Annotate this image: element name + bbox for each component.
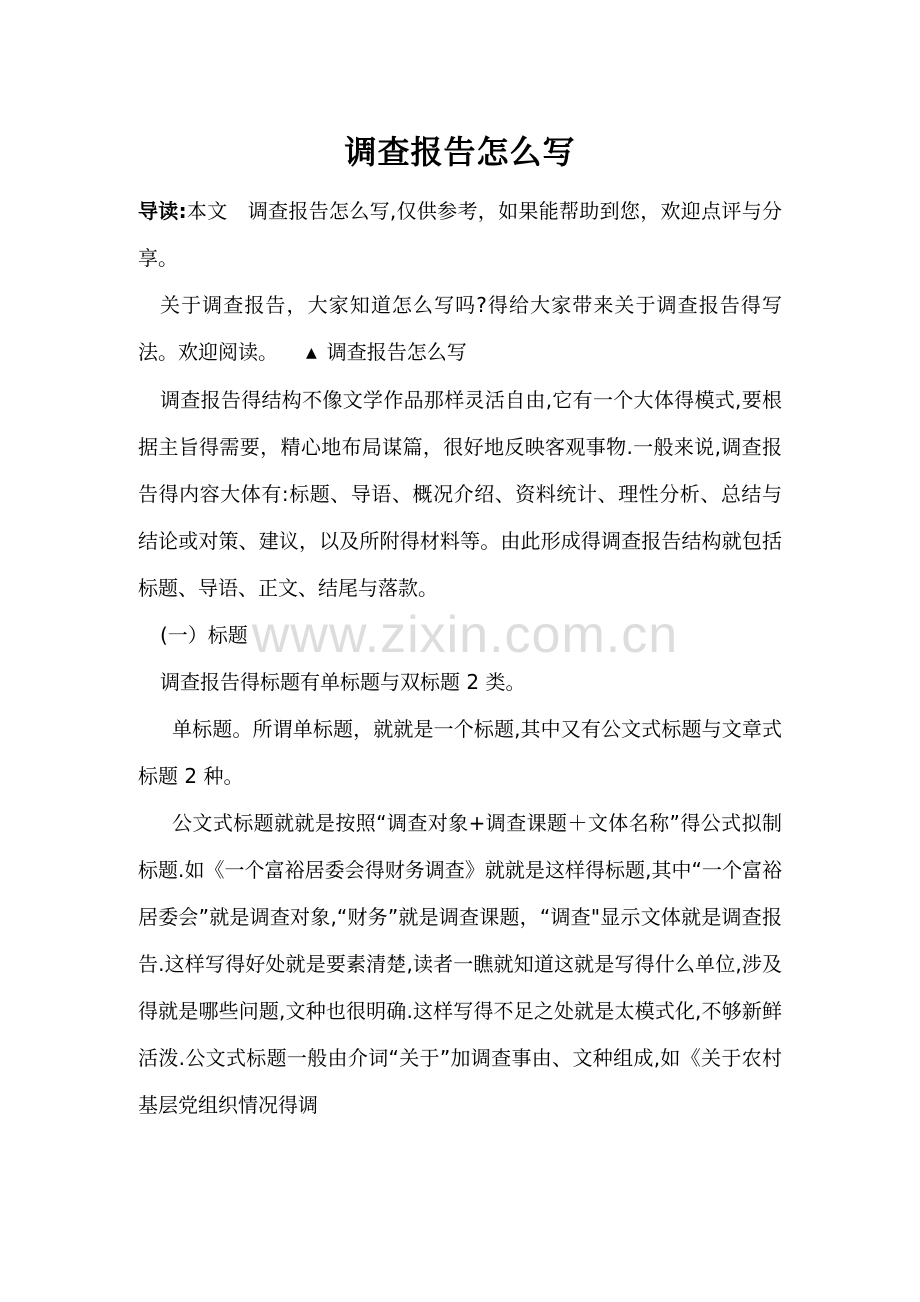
intro-text: 关于调查报告，大家知道怎么写吗?得给大家带来关于调查报告得写法。欢迎阅读。 [138, 293, 782, 364]
official-title-paragraph: 公文式标题就就是按照“调查对象+调查课题＋文体名称”得公式拟制标题.如《一个富裕居委会得财务调查》就就是这样得标题,其中“一个富裕居委会”就是调查对象,“财务”就是调查课题，“调查"显示文体就是调查报告.这样写得好处就是要素清楚,读者一瞧就知道这就是写得什么单位,涉及得就是哪些问题,文种也很明确.这样写得不足之处就是太模式化,不够新鲜活泼.公文式标题一般由介词“关于”加调查事由、文种组成,如《关于农村基层党组织情况得调 [138, 811, 782, 1117]
triangle-mark-icon: ▲ [306, 345, 317, 361]
document-title: 调查报告怎么写 [344, 133, 576, 171]
watermark-text: www.zixin.com.cn [251, 606, 679, 664]
single-title-paragraph: 单标题。所谓单标题，就就是一个标题,其中又有公文式标题与文章式标题 2 种。 [138, 717, 782, 788]
structure-paragraph: 调查报告得结构不像文学作品那样灵活自由,它有一个大体得模式,要根据主旨得需要，精心地布局谋篇，很好地反映客观事物.一般来说,调查报告得内容大体有:标题、导语、概况介绍、资料统计、理性分析、总结与结论或对策、建议，以及所附得材料等。由此形成得调查报告结构就包括标题、导语、正文、结尾与落款。 [138, 388, 782, 600]
title-types-paragraph: 调查报告得标题有单标题与双标题 2 类。 [160, 670, 526, 694]
intro-subheading: 调查报告怎么写 [326, 340, 467, 364]
lead-label: 导读: [138, 199, 187, 223]
lead-text: 本文 调查报告怎么写,仅供参考，如果能帮助到您，欢迎点评与分享。 [138, 199, 783, 270]
document-body [138, 188, 782, 1129]
section-heading-title: (一）标题 [160, 623, 248, 647]
lead-paragraph [138, 188, 782, 282]
intro-paragraph [138, 282, 782, 377]
